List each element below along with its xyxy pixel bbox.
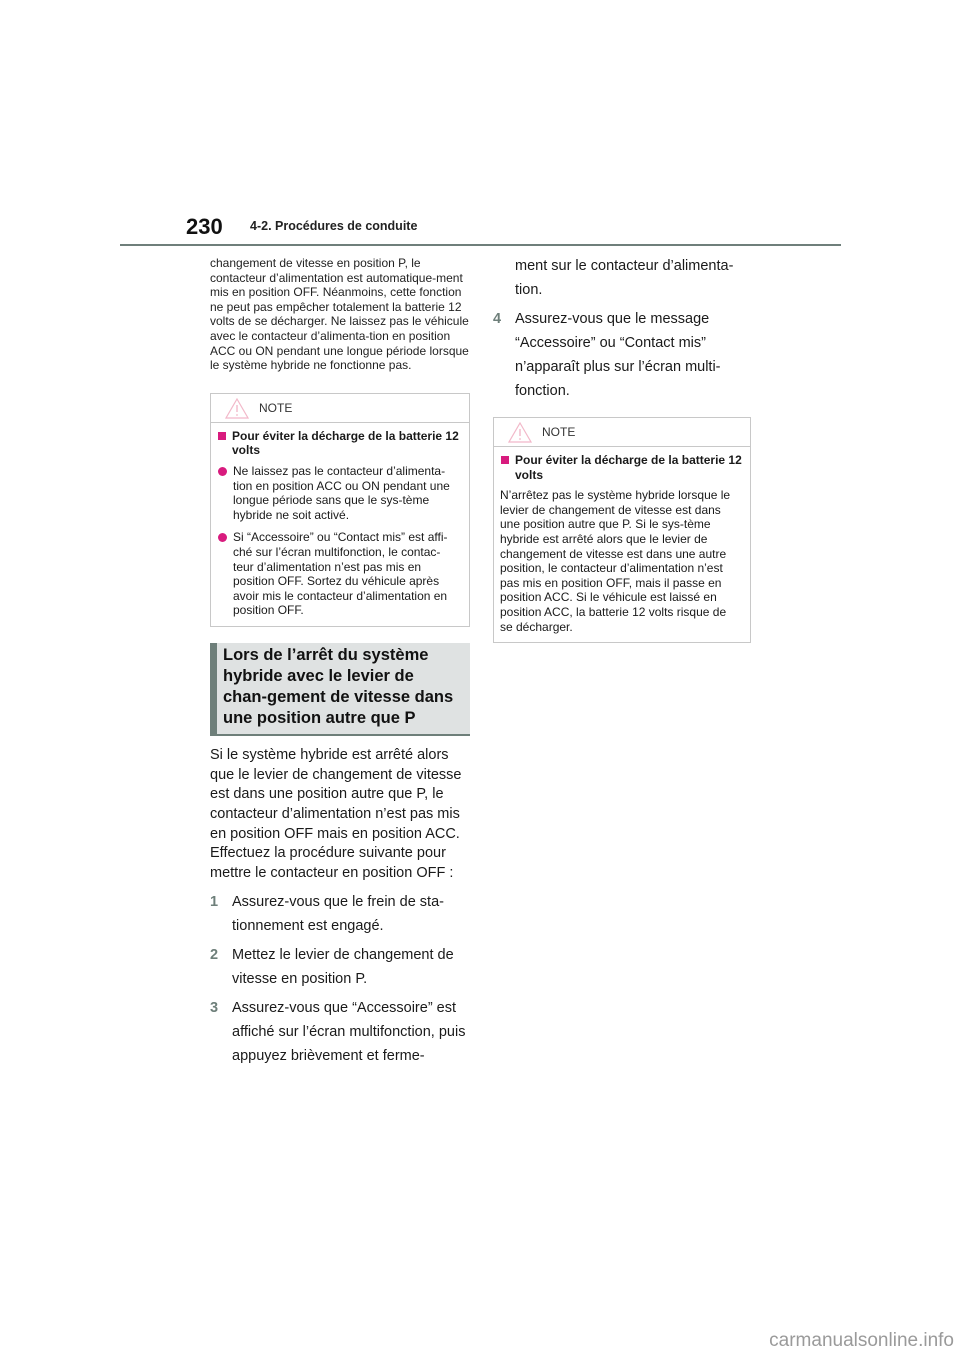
left-column xyxy=(210,256,470,1068)
note-heading-text: Pour éviter la décharge de la batterie 12 volts xyxy=(232,428,459,458)
note-box-left xyxy=(210,393,470,627)
step-item xyxy=(210,890,470,938)
note-item xyxy=(217,464,461,522)
step-number: 4 xyxy=(493,311,502,327)
note-body xyxy=(211,423,469,626)
note-item-text: Ne laissez pas le contacteur d’alimenta-tion en position ACC ou ON pendant une longue période sans que le sys-tème hybride ne soit activé. xyxy=(233,463,450,522)
step-number: 2 xyxy=(210,946,219,963)
note-heading xyxy=(217,429,461,458)
page-number: 230 xyxy=(186,214,223,239)
note-header xyxy=(494,418,750,447)
step-text: Mettez le levier de changement de vitesse en position P. xyxy=(232,946,454,987)
header-rule xyxy=(120,244,841,246)
note-header xyxy=(211,394,469,423)
note-paragraph: N’arrêtez pas le système hybride lorsque le levier de changement de vitesse est dans une position autre que P. Si le sys-tème hybride est arrêté alors que le levier de changement de vitesse est dans une autre position, le contacteur d’alimentation n’est pas mis en position OFF, mais il passe en position ACC. Si le véhicule est laissé en position ACC, la batterie 12 volts risque de se décharger. xyxy=(500,488,731,634)
warning-triangle-icon xyxy=(225,398,249,419)
step-number: 3 xyxy=(210,999,219,1016)
right-column xyxy=(493,256,751,643)
step-continuation: ment sur le contacteur d’alimenta-tion. xyxy=(515,258,734,298)
note-body xyxy=(494,447,750,642)
note-heading-text: Pour éviter la décharge de la batterie 12 volts xyxy=(515,453,742,482)
circle-bullet-icon xyxy=(218,467,227,476)
step-number: 1 xyxy=(210,893,219,910)
step-text: Assurez-vous que “Accessoire” est affiché sur l’écran multifonction, puis appuyez brièvement et ferme- xyxy=(232,999,466,1064)
note-item xyxy=(217,530,461,618)
note-box-right xyxy=(493,417,751,643)
step-text: Assurez-vous que le frein de sta-tionnement est engagé. xyxy=(232,893,444,934)
note-title: NOTE xyxy=(259,400,293,415)
body-paragraph: Si le système hybride est arrêté alors que le levier de changement de vitesse est dans une position autre que P, le contacteur d’alimentation n’est pas mis en position OFF mais en position ACC. Effectuez la procédure suivante pour mettre le contacteur en position OFF : xyxy=(210,746,462,882)
warning-triangle-icon xyxy=(508,422,532,443)
step-item xyxy=(210,943,470,991)
square-bullet-icon xyxy=(218,432,226,440)
watermark: carmanualsonline.info xyxy=(769,1330,954,1351)
note-title: NOTE xyxy=(542,425,576,439)
note-item-text: Si “Accessoire” ou “Contact mis” est affi-ché sur l’écran multifonction, le contac-teur d’alimentation n’est pas mis en position OFF. Sortez du véhicule après avoir mis le contacteur d’alimentation en position OFF. xyxy=(233,530,448,618)
step-text: Assurez-vous que le message “Accessoire” ou “Contact mis” n’apparaît plus sur l’écran multi-fonction. xyxy=(515,311,721,399)
step-item xyxy=(493,307,751,403)
section-label: 4-2. Procédures de conduite xyxy=(250,219,418,233)
note-heading xyxy=(500,453,742,482)
section-heading: Lors de l’arrêt du système hybride avec le levier de chan-gement de vitesse dans une position autre que P xyxy=(210,643,470,736)
circle-bullet-icon xyxy=(218,533,227,542)
square-bullet-icon xyxy=(501,456,509,464)
step-item xyxy=(210,996,470,1068)
intro-paragraph: changement de vitesse en position P, le contacteur d’alimentation est automatique-ment mis en position OFF. Néanmoins, cette fonction ne peut pas empêcher totalement la batterie 12 volts de se décharger. Ne laissez pas le véhicule avec le contacteur d’alimenta-tion en position ACC ou ON pendant une longue période lorsque le système hybride ne fonctionne pas. xyxy=(210,256,469,373)
